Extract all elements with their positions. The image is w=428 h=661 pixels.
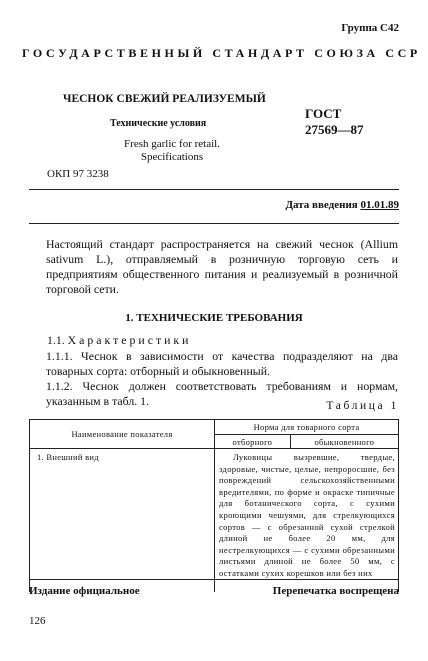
table-label: Таблица 1 [326, 400, 399, 412]
clause-1-1-1: 1.1.1. Чеснок в зависимости от качества подразделяют на два товарных сорта: отборный и обыкновенный. [46, 349, 398, 378]
gost-designation [305, 106, 364, 138]
gost-label: ГОСТ [305, 106, 342, 121]
row-requirement-text [215, 449, 399, 593]
english-title-line2: Specifications [140, 151, 204, 163]
group-code: Группа С42 [341, 22, 399, 34]
effective-date-label: Дата введения [285, 199, 358, 211]
state-standard-heading: ГОСУДАРСТВЕННЫЙ СТАНДАРТ СОЮЗА ССР [22, 46, 421, 60]
clause-1-1-number: 1.1. [47, 333, 65, 347]
header-ordinary-grade: обыкновенного [290, 435, 398, 449]
document-title: ЧЕСНОК СВЕЖИЙ РЕАЛИЗУЕМЫЙ [63, 93, 266, 105]
clause-1-1-title: Характеристики [67, 333, 192, 347]
row-requirement-value: Луковицы вызревшие, твердые, здоровые, чистые, целые, непроросшие, без повреждений сельскохозяйственными вредителями, по форме и окраске типичные для ботанического сорта, с сухими кроющими чешуями, для стрелкующихся сортов — с обрезанной сухой стрелкой длиной не более 20 мм, для нестрелкующихся — с сухими обрезанными листьями длиной не более 50 мм, с остатками сухих корешков или без них [219, 452, 395, 578]
effective-date [285, 199, 399, 211]
table-header-row [30, 420, 399, 435]
row-indicator-name: 1. Внешний вид [30, 449, 215, 593]
clause-1-1-2: 1.1.2. Чеснок должен соответствовать требованиям и нормам, указанным в табл. 1. [46, 379, 398, 408]
header-indicator: Наименование показателя [30, 420, 215, 449]
divider-date [29, 223, 399, 224]
clause-1-1 [47, 333, 191, 348]
divider-top [29, 189, 399, 190]
effective-date-value: 01.01.89 [360, 199, 399, 211]
document-subtitle: Технические условия [110, 118, 207, 129]
page-number: 126 [29, 615, 46, 627]
okp-code: ОКП 97 3238 [47, 168, 109, 180]
table-row [30, 449, 399, 593]
english-title [82, 138, 262, 164]
intro-paragraph: Настоящий стандарт распространяется на свежий чеснок (Allium sativum L.), отправляемый в розничную торговую сеть и предприятиям общественного питания и реализуемый в розничной торговой сети. [46, 237, 398, 296]
reprint-prohibited: Перепечатка воспрещена [272, 585, 399, 597]
official-edition: Издание официальное [29, 585, 140, 597]
divider-footer [29, 579, 399, 580]
gost-number: 27569—87 [305, 122, 364, 137]
english-title-line1: Fresh garlic for retail. [124, 138, 220, 150]
header-select-grade: отборного [215, 435, 291, 449]
requirements-table [29, 419, 399, 592]
section-title: 1. ТЕХНИЧЕСКИЕ ТРЕБОВАНИЯ [125, 312, 303, 324]
header-norm: Норма для товарного сорта [215, 420, 399, 435]
